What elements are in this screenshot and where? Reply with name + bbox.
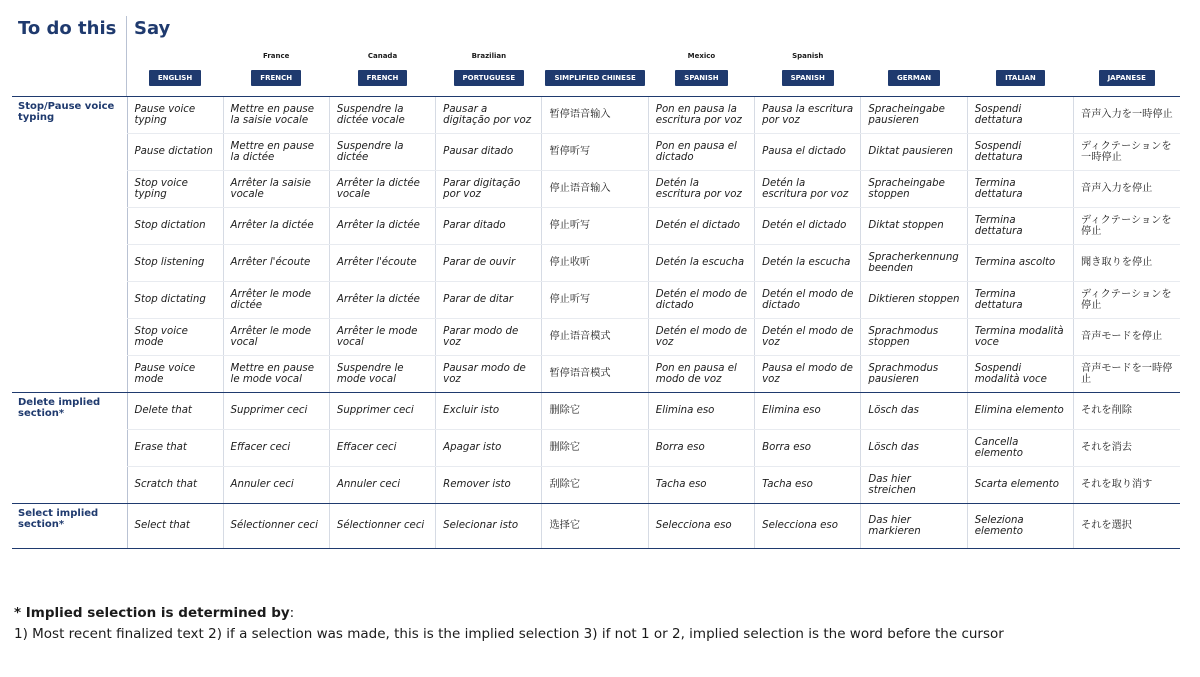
say-heading: Say [134,18,171,39]
language-region [967,52,1073,61]
translation-cell: Remover isto [436,467,542,504]
translation-cell: 聞き取りを停止 [1074,245,1180,282]
translation-cell: Das hier markieren [861,504,967,549]
translation-cell: Parar de ditar [436,282,542,319]
footnote-heading: * Implied selection is determined by [14,605,290,621]
translation-cell: 选择它 [542,504,648,549]
translation-cell: Parar modo de voz [436,319,542,356]
command-phrase-cell: Pause dictation [127,134,223,171]
translation-cell: それを選択 [1074,504,1180,549]
translation-cell: Sospendi dettatura [967,97,1073,134]
translation-cell: Sprachmodus stoppen [861,319,967,356]
translation-cell: Elimina elemento [967,393,1073,430]
translation-cell: Lösch das [861,430,967,467]
language-badge: ENGLISH [149,70,201,86]
translation-cell: 停止语音输入 [542,171,648,208]
language-header [329,48,435,97]
language-badge: FRENCH [251,70,301,86]
commands-table [12,48,1180,549]
language-badge: SPANISH [675,70,727,86]
translation-cell: Spracheingabe stoppen [861,171,967,208]
translation-cell: Das hier streichen [861,467,967,504]
table-row [12,245,1180,282]
translation-cell: Arrêter le mode vocal [223,319,329,356]
footnote-colon: : [289,605,295,621]
translation-cell: Parar de ouvir [436,245,542,282]
translation-cell: Detén el dictado [648,208,754,245]
translation-cell: それを削除 [1074,393,1180,430]
translation-cell: Detén la escritura por voz [648,171,754,208]
translation-cell: Elimina eso [648,393,754,430]
translation-cell: Tacha eso [648,467,754,504]
translation-cell: Annuler ceci [223,467,329,504]
translation-cell: 删除它 [542,430,648,467]
translation-cell: Detén el modo de voz [755,319,861,356]
section-label: Select implied section* [12,504,127,549]
language-region: Spanish [792,52,824,60]
translation-cell: Pausar a digitação por voz [436,97,542,134]
language-header [648,48,754,97]
table-row [12,97,1180,134]
translation-cell: Sélectionner ceci [329,504,435,549]
command-phrase-cell: Scratch that [127,467,223,504]
translation-cell: ディクテーションを停止 [1074,208,1180,245]
implied-selection-footnote [14,603,1184,645]
language-region: Mexico [687,52,716,60]
translation-cell: 停止听写 [542,282,648,319]
translation-cell: ディクテーションを停止 [1074,282,1180,319]
language-badge: GERMAN [888,70,940,86]
translation-cell: Sprachmodus pausieren [861,356,967,393]
translation-cell: Supprimer ceci [223,393,329,430]
language-header [755,48,861,97]
footnote-text: 1) Most recent finalized text 2) if a selection was made, this is the implied selection 3) if not 1 or 2, implied selection is the word before the cursor [14,626,1004,642]
translation-cell: Apagar isto [436,430,542,467]
translation-cell: Detén el modo de voz [648,319,754,356]
language-header [127,48,223,97]
translation-cell: Parar digitação por voz [436,171,542,208]
translation-cell: Selecciona eso [755,504,861,549]
language-region [861,52,967,61]
translation-cell: Arrêter l'écoute [329,245,435,282]
translation-cell: Detén la escritura por voz [755,171,861,208]
translation-cell: Arrêter la dictée [329,282,435,319]
translation-cell: Detén el dictado [755,208,861,245]
translation-cell: 删除它 [542,393,648,430]
translation-cell: Pausar modo de voz [436,356,542,393]
translation-cell: 音声モードを一時停止 [1074,356,1180,393]
command-phrase-cell: Pause voice mode [127,356,223,393]
translation-cell: Arrêter la saisie vocale [223,171,329,208]
translation-cell: 暂停语音输入 [542,97,648,134]
table-row [12,134,1180,171]
translation-cell: Annuler ceci [329,467,435,504]
translation-cell: Pon en pausa la escritura por voz [648,97,754,134]
translation-cell: Selecciona eso [648,504,754,549]
language-region: Canada [367,52,398,60]
command-phrase-cell: Delete that [127,393,223,430]
command-phrase-cell: Stop dictating [127,282,223,319]
translation-cell: Diktat pausieren [861,134,967,171]
translation-cell: Arrêter la dictée vocale [329,171,435,208]
language-region [542,52,648,61]
translation-cell: Arrêter la dictée [329,208,435,245]
translation-cell: Detén el modo de dictado [755,282,861,319]
translation-cell: Pon en pausa el dictado [648,134,754,171]
translation-cell: Effacer ceci [223,430,329,467]
translation-cell: Cancella elemento [967,430,1073,467]
translation-cell: Pausa la escritura por voz [755,97,861,134]
language-badge: FRENCH [358,70,408,86]
table-row [12,282,1180,319]
translation-cell: Seleziona elemento [967,504,1073,549]
language-header [1074,48,1180,97]
command-phrase-cell: Stop listening [127,245,223,282]
translation-cell: Pausar ditado [436,134,542,171]
language-badge: SIMPLIFIED CHINESE [545,70,644,86]
translation-cell: Diktat stoppen [861,208,967,245]
translation-cell: Termina dettatura [967,208,1073,245]
translation-cell: Mettre en pause la saisie vocale [223,97,329,134]
translation-cell: Detén la escucha [755,245,861,282]
command-phrase-cell: Erase that [127,430,223,467]
language-region: France [263,52,290,60]
translation-cell: Arrêter le mode dictée [223,282,329,319]
language-header [967,48,1073,97]
table-row [12,430,1180,467]
translation-cell: Pon en pausa el modo de voz [648,356,754,393]
command-phrase-cell: Select that [127,504,223,549]
translation-cell: Supprimer ceci [329,393,435,430]
translation-cell: Mettre en pause le mode vocal [223,356,329,393]
language-header [542,48,648,97]
translation-cell: 停止语音模式 [542,319,648,356]
translation-cell: Arrêter la dictée [223,208,329,245]
translation-cell: Termina ascolto [967,245,1073,282]
translation-cell: Elimina eso [755,393,861,430]
translation-cell: 暂停听写 [542,134,648,171]
translation-cell: Borra eso [648,430,754,467]
command-phrase-cell: Stop dictation [127,208,223,245]
translation-cell: Tacha eso [755,467,861,504]
translation-cell: Diktieren stoppen [861,282,967,319]
translation-cell: Sospendi dettatura [967,134,1073,171]
language-region: Brazilian [471,52,507,60]
translation-cell: Pausa el dictado [755,134,861,171]
translation-cell: それを消去 [1074,430,1180,467]
language-header [436,48,542,97]
translation-cell: Sospendi modalità voce [967,356,1073,393]
translation-cell: Parar ditado [436,208,542,245]
language-header-row [12,48,1180,97]
translation-cell: Borra eso [755,430,861,467]
section-label: Stop/Pause voice typing [12,97,127,393]
translation-cell: 暂停语音模式 [542,356,648,393]
translation-cell: Sélectionner ceci [223,504,329,549]
translation-cell: Scarta elemento [967,467,1073,504]
translation-cell: Arrêter l'écoute [223,245,329,282]
translation-cell: ディクテーションを一時停止 [1074,134,1180,171]
translation-cell: 音声入力を停止 [1074,171,1180,208]
language-badge: ITALIAN [996,70,1045,86]
translation-cell: Suspendre le mode vocal [329,356,435,393]
language-header [223,48,329,97]
translation-cell: Mettre en pause la dictée [223,134,329,171]
translation-cell: Effacer ceci [329,430,435,467]
language-badge: SPANISH [782,70,834,86]
language-region [127,52,223,61]
language-badge: PORTUGUESE [454,70,525,86]
translation-cell: 音声モードを停止 [1074,319,1180,356]
translation-cell: Spracherkennung beenden [861,245,967,282]
table-row [12,171,1180,208]
translation-cell: Suspendre la dictée [329,134,435,171]
translation-cell: Pausa el modo de voz [755,356,861,393]
section-header-spacer [12,48,127,97]
table-row [12,208,1180,245]
translation-cell: Suspendre la dictée vocale [329,97,435,134]
language-header [861,48,967,97]
table-row [12,467,1180,504]
translation-cell: 刮除它 [542,467,648,504]
table-row [12,356,1180,393]
translation-cell: Detén el modo de dictado [648,282,754,319]
translation-cell: Arrêter le mode vocal [329,319,435,356]
command-phrase-cell: Pause voice typing [127,97,223,134]
translation-cell: Termina dettatura [967,171,1073,208]
translation-cell: Detén la escucha [648,245,754,282]
section-label: Delete implied section* [12,393,127,504]
translation-cell: それを取り消す [1074,467,1180,504]
language-region [1074,52,1180,61]
translation-cell: 音声入力を一時停止 [1074,97,1180,134]
language-badge: JAPANESE [1099,70,1155,86]
translation-cell: Termina dettatura [967,282,1073,319]
command-phrase-cell: Stop voice typing [127,171,223,208]
command-phrase-cell: Stop voice mode [127,319,223,356]
translation-cell: 停止听写 [542,208,648,245]
translation-cell: Lösch das [861,393,967,430]
table-row [12,319,1180,356]
to-do-this-heading: To do this [18,18,117,39]
commands-table-body [12,97,1180,549]
table-row [12,393,1180,430]
translation-cell: Selecionar isto [436,504,542,549]
translation-cell: Termina modalità voce [967,319,1073,356]
translation-cell: Spracheingabe pausieren [861,97,967,134]
translation-cell: Excluir isto [436,393,542,430]
table-row [12,504,1180,549]
translation-cell: 停止收听 [542,245,648,282]
